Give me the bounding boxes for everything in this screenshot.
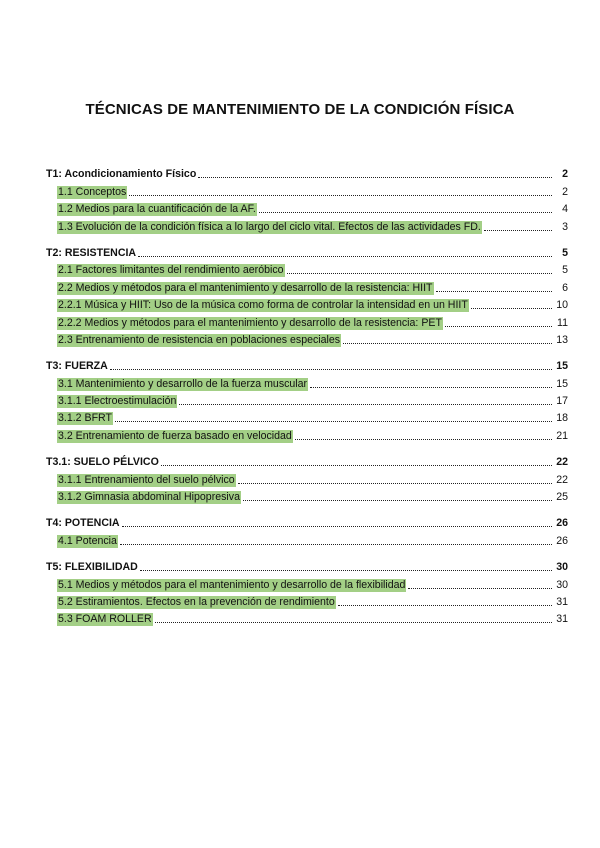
toc-page-number: 31 xyxy=(556,595,568,608)
toc-entry-label: 2.2.1 Música y HIIT: Uso de la música como forma de controlar la intensidad en un HIIT xyxy=(58,299,468,312)
dot-leader xyxy=(436,291,553,292)
toc-entry-1-2[interactable] xyxy=(46,199,568,216)
dot-leader xyxy=(122,526,552,527)
toc-chapter-label: T4: POTENCIA xyxy=(46,517,120,530)
dot-leader xyxy=(179,404,552,405)
toc-entry-label: 3.1.2 Gimnasia abdominal Hipopresiva xyxy=(58,491,240,504)
toc-page-number: 13 xyxy=(556,333,568,346)
dot-leader xyxy=(138,256,552,257)
toc-page-number: 18 xyxy=(556,412,568,425)
toc-page-number: 15 xyxy=(556,360,568,373)
toc-entry-2-1[interactable] xyxy=(46,260,568,277)
toc-chapter-label: T1: Acondicionamiento Físico xyxy=(46,168,197,181)
toc-entry-3-1-1[interactable] xyxy=(46,391,568,408)
dot-leader xyxy=(120,544,552,545)
toc-entry-5-3[interactable] xyxy=(46,609,568,626)
toc-page-number: 26 xyxy=(556,534,568,547)
toc-page-number: 17 xyxy=(556,395,568,408)
toc-entry-label: 2.1 Factores limitantes del rendimiento aeróbico xyxy=(58,264,284,277)
toc-page-number: 11 xyxy=(557,316,568,329)
dot-leader xyxy=(155,622,552,623)
toc-page-number: 22 xyxy=(556,473,568,486)
dot-leader xyxy=(310,387,552,388)
toc-entry-3-1-2[interactable] xyxy=(46,408,568,425)
toc-page-number: 30 xyxy=(556,561,568,574)
toc-entry-label: 2.2.2 Medios y métodos para el mantenimiento y desarrollo de la resistencia: PET xyxy=(58,316,442,329)
dot-leader xyxy=(115,421,552,422)
toc-entry-label: 3.1.1 Entrenamiento del suelo pélvico xyxy=(58,473,235,486)
toc-entry-label: 2.2 Medios y métodos para el mantenimiento y desarrollo de la resistencia: HIIT xyxy=(58,281,433,294)
toc-entry-label: 1.2 Medios para la cuantificación de la AF. xyxy=(58,203,256,216)
dot-leader xyxy=(471,308,552,309)
toc-entry-suelo-3-1-1[interactable] xyxy=(46,469,568,486)
toc-page-number: 3 xyxy=(562,220,568,233)
toc-entry-3-1[interactable] xyxy=(46,373,568,390)
toc-chapter-label: T2: RESISTENCIA xyxy=(46,246,137,259)
toc-chapter-t5[interactable] xyxy=(46,557,568,574)
toc-page-number: 15 xyxy=(556,377,568,390)
dot-leader xyxy=(129,195,552,196)
toc-entry-1-3[interactable] xyxy=(46,216,568,233)
dot-leader xyxy=(243,500,552,501)
toc-entry-label: 3.1.2 BFRT xyxy=(58,412,112,425)
toc-page-number: 21 xyxy=(556,429,568,442)
toc-chapter-label: T3.1: SUELO PÉLVICO xyxy=(46,456,159,469)
toc-entry-label: 4.1 Potencia xyxy=(58,534,117,547)
dot-leader xyxy=(238,483,552,484)
toc-entry-label: 2.3 Entrenamiento de resistencia en poblaciones especiales xyxy=(58,333,341,346)
dot-leader xyxy=(110,369,552,370)
dot-leader xyxy=(287,273,552,274)
toc-chapter-label: T5: FLEXIBILIDAD xyxy=(46,561,138,574)
dot-leader xyxy=(140,570,552,571)
toc-page-number: 5 xyxy=(562,264,568,277)
page-title: TÉCNICAS DE MANTENIMIENTO DE LA CONDICIÓN FÍSICA xyxy=(85,101,515,118)
toc-entry-label: 3.1 Mantenimiento y desarrollo de la fuerza muscular xyxy=(58,377,308,390)
toc-entry-2-2-2[interactable] xyxy=(46,312,568,329)
toc-entry-1-1[interactable] xyxy=(46,181,568,198)
dot-leader xyxy=(259,212,552,213)
toc-page-number: 2 xyxy=(562,168,568,181)
toc-page-number: 22 xyxy=(556,456,568,469)
toc-entry-2-2-1[interactable] xyxy=(46,295,568,312)
toc-entry-3-2[interactable] xyxy=(46,425,568,442)
toc-chapter-t4[interactable] xyxy=(46,513,568,530)
toc-entry-label: 1.1 Conceptos xyxy=(58,185,127,198)
toc-page-number: 6 xyxy=(562,281,568,294)
toc-chapter-t3[interactable] xyxy=(46,356,568,373)
dot-leader xyxy=(295,439,552,440)
dot-leader xyxy=(338,605,552,606)
toc-chapter-label: T3: FUERZA xyxy=(46,360,108,373)
toc-entry-2-2[interactable] xyxy=(46,277,568,294)
toc-entry-4-1[interactable] xyxy=(46,530,568,547)
dot-leader xyxy=(445,326,552,327)
toc-entry-5-2[interactable] xyxy=(46,592,568,609)
toc-page-number: 10 xyxy=(556,299,568,312)
toc-entry-label: 5.1 Medios y métodos para el mantenimiento y desarrollo de la flexibilidad xyxy=(58,578,406,591)
toc-entry-5-1[interactable] xyxy=(46,574,568,591)
toc-chapter-t1[interactable] xyxy=(46,164,568,181)
toc-entry-label: 5.2 Estiramientos. Efectos en la prevención de rendimiento xyxy=(58,595,335,608)
toc-chapter-t3-1[interactable] xyxy=(46,452,568,469)
dot-leader xyxy=(408,588,552,589)
toc-chapter-t2[interactable] xyxy=(46,243,568,260)
table-of-contents xyxy=(46,164,568,626)
dot-leader xyxy=(484,230,552,231)
toc-entry-label: 3.2 Entrenamiento de fuerza basado en velocidad xyxy=(58,429,292,442)
toc-page-number: 30 xyxy=(556,578,568,591)
toc-page-number: 25 xyxy=(556,491,568,504)
toc-page-number: 4 xyxy=(562,203,568,216)
toc-entry-suelo-3-1-2[interactable] xyxy=(46,487,568,504)
dot-leader xyxy=(161,465,552,466)
toc-entry-label: 5.3 FOAM ROLLER xyxy=(58,613,152,626)
toc-page-number: 26 xyxy=(556,517,568,530)
toc-page-number: 5 xyxy=(562,246,568,259)
toc-page-number: 2 xyxy=(562,185,568,198)
toc-entry-label: 3.1.1 Electroestimulación xyxy=(58,395,177,408)
toc-page-number: 31 xyxy=(556,613,568,626)
toc-entry-2-3[interactable] xyxy=(46,330,568,347)
dot-leader xyxy=(198,177,552,178)
toc-entry-label: 1.3 Evolución de la condición física a lo largo del ciclo vital. Efectos de las actividades FD. xyxy=(58,220,481,233)
dot-leader xyxy=(343,343,552,344)
